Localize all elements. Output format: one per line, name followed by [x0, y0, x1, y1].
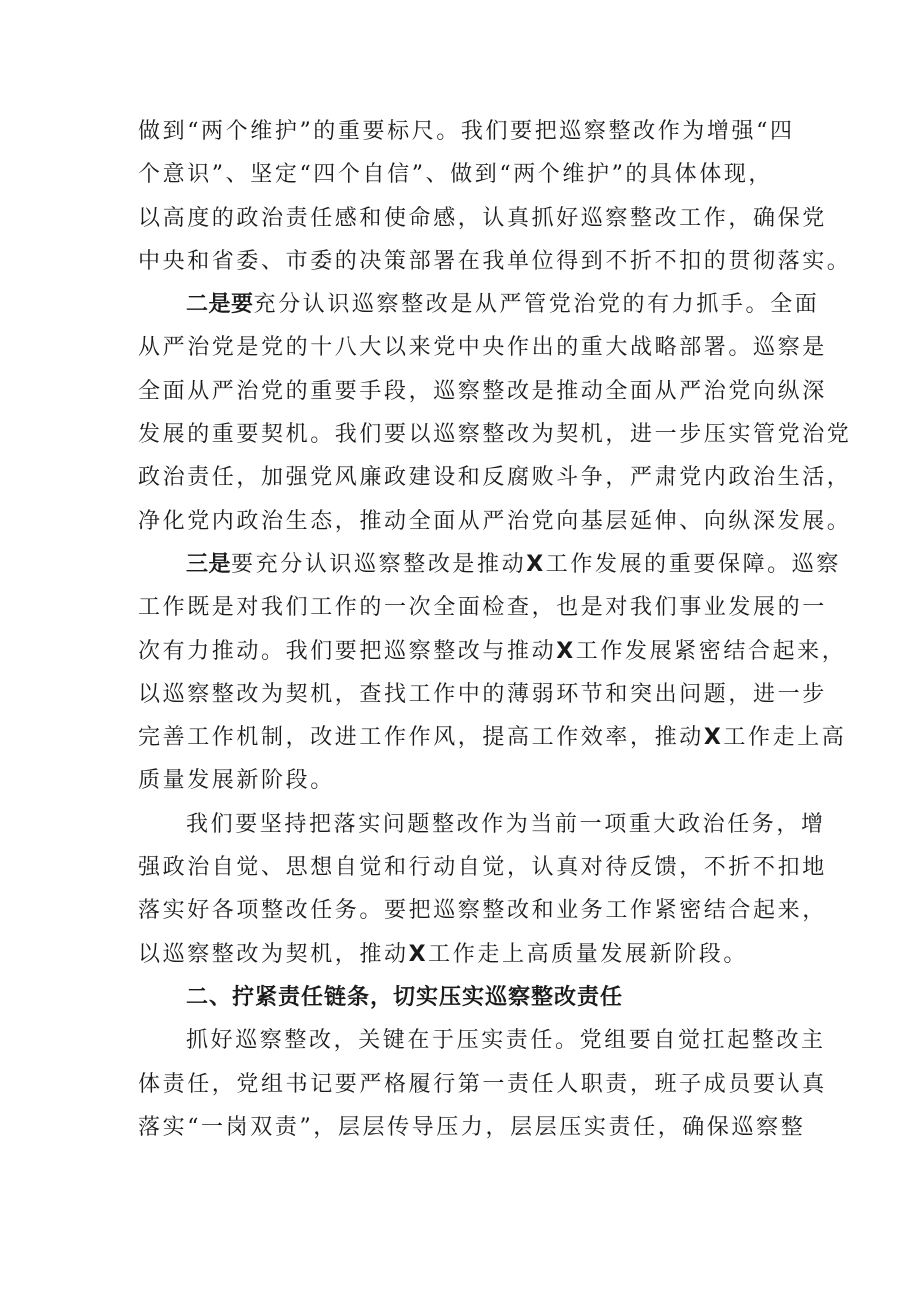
- text-line: 落实“一岗双责”，层层传导压力，层层压实责任，确保巡察整: [138, 1114, 806, 1140]
- text-line: 个意识”、坚定“四个自信”、做到“两个维护”的具体体现，: [138, 162, 774, 188]
- text-line: 以高度的政治责任感和使命感，认真抓好巡察整改工作，确保党: [138, 205, 827, 231]
- text-line: 强政治自觉、思想自觉和行动自觉，认真对待反馈，不折不扣地: [138, 855, 827, 881]
- text-line: 我们要坚持把落实问题整改作为当前一项重大政治任务，增: [186, 811, 826, 837]
- document-body: [138, 110, 852, 1149]
- text-segment: 次有力推动。我们要把巡察整改与推动: [138, 638, 557, 664]
- placeholder-x: X: [408, 941, 429, 967]
- text-line: 政治责任，加强党风廉政建设和反腐败斗争，严肃党内政治生活，: [138, 465, 852, 491]
- text-line: 落实好各项整改任务。要把巡察整改和业务工作紧密结合起来，: [138, 898, 827, 924]
- text-line: 发展的重要契机。我们要以巡察整改为契机，进一步压实管党治党: [138, 422, 852, 448]
- text-line: [138, 283, 820, 326]
- text-line: [138, 933, 798, 976]
- text-line: [138, 716, 847, 759]
- text-segment: 工作发展的重要保障。巡察: [545, 551, 841, 577]
- text-line: 以巡察整改为契机，查找工作中的薄弱环节和突出问题，进一步: [138, 681, 827, 707]
- text-line: 质量发展新阶段。: [138, 768, 335, 794]
- text-line: 净化党内政治生态，推动全面从严治党向基层延伸、向纵深发展。: [138, 508, 852, 534]
- paragraph-5: [138, 1019, 827, 1149]
- text-segment: 工作发展紧密结合起来，: [575, 638, 847, 664]
- placeholder-x: X: [556, 638, 576, 664]
- text-segment: 以巡察整改为契机，推动: [138, 941, 409, 967]
- text-segment: 充分认识巡察整改是从严管党治党的有力抓手。全面: [253, 292, 820, 318]
- text-line: 做到“两个维护”的重要标尺。我们要把巡察整改作为增强“四: [138, 119, 795, 144]
- text-line: 从严治党是党的十八大以来党中央作出的重大战略部署。巡察是: [138, 335, 827, 361]
- text-line: 抓好巡察整改，关键在于压实责任。党组要自觉扛起整改主: [186, 1028, 826, 1054]
- text-line: [138, 630, 847, 673]
- lead-phrase: 二是要: [186, 292, 254, 318]
- section-heading: [138, 976, 798, 1019]
- text-line: 工作既是对我们工作的一次全面检查，也是对我们事业发展的一: [138, 595, 827, 621]
- paragraph-1: [138, 110, 852, 283]
- paragraph-4: [138, 803, 827, 976]
- text-line: 中央和省委、市委的决策部署在我单位得到不折不扣的贯彻落实。: [138, 248, 852, 274]
- text-line: [138, 543, 841, 586]
- text-line: 全面从严治党的重要手段，巡察整改是推动全面从严治党向纵深: [138, 378, 827, 404]
- paragraph-2: [138, 283, 852, 543]
- text-line: 体责任，党组书记要严格履行第一责任人职责，班子成员要认真: [138, 1071, 827, 1097]
- placeholder-x: X: [703, 725, 724, 751]
- text-segment: 要充分认识巡察整改是推动: [231, 551, 527, 577]
- placeholder-x: X: [526, 551, 546, 577]
- text-segment: 完善工作机制，改进工作作风，提高工作效率，推动: [138, 725, 704, 751]
- section-title: 二、拧紧责任链条，切实压实巡察整改责任: [186, 984, 624, 1010]
- text-segment: 工作走上高: [723, 725, 847, 751]
- paragraph-3: [138, 543, 847, 803]
- text-segment: 工作走上高质量发展新阶段。: [428, 941, 748, 967]
- lead-phrase: 三是: [186, 551, 232, 577]
